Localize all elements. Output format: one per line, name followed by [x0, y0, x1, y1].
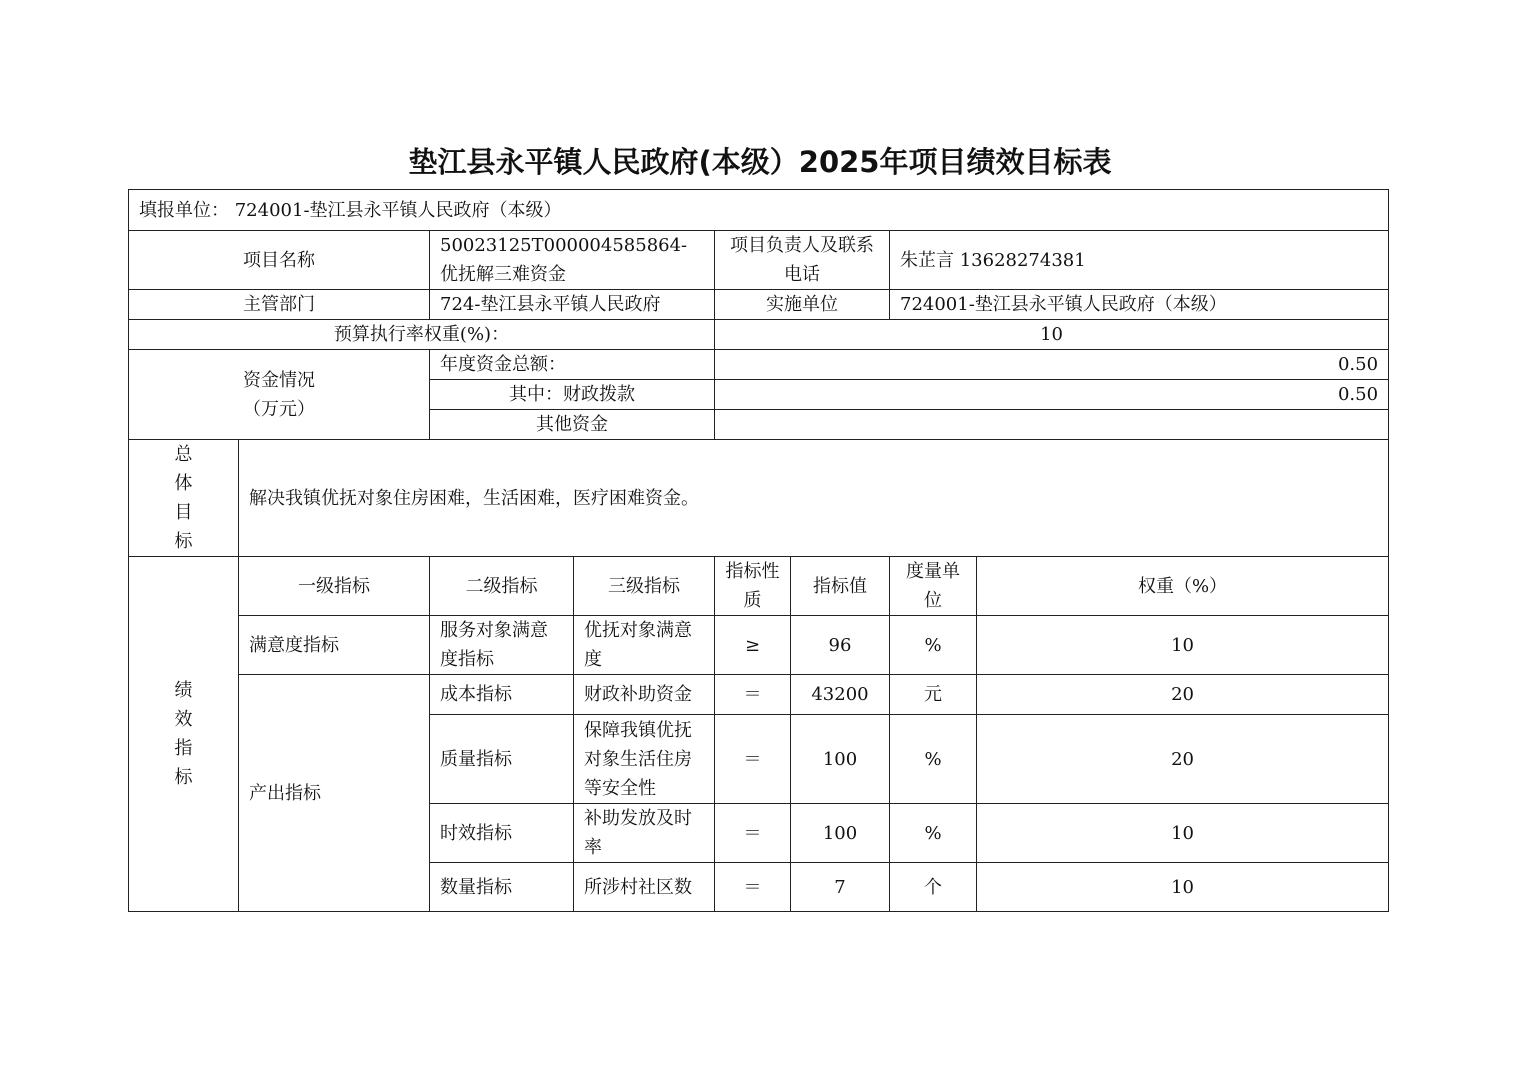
row-unit: 元	[890, 675, 977, 715]
row-nature: ＝	[715, 715, 791, 804]
row-nature: ＝	[715, 804, 791, 863]
reporting-unit-cell	[129, 190, 1389, 231]
row-value: 100	[791, 804, 890, 863]
overall-goal-row	[129, 440, 1389, 557]
funds-label	[129, 350, 430, 440]
reporting-unit-value: 724001-垫江县永平镇人民政府（本级）	[234, 199, 562, 221]
reporting-unit-row	[129, 190, 1389, 231]
header-level1: 一级指标	[239, 557, 430, 616]
row-level3: 补助发放及时率	[574, 804, 715, 863]
indicators-label-char: 标	[174, 767, 193, 788]
header-nature: 指标性质	[715, 557, 791, 616]
output-level1: 产出指标	[239, 675, 430, 912]
row-nature: ＝	[715, 863, 791, 912]
row-level2: 数量指标	[430, 863, 574, 912]
funds-label-line1: 资金情况	[243, 369, 315, 391]
funds-fiscal-value: 0.50	[715, 380, 1389, 410]
department-value: 724-垫江县永平镇人民政府	[430, 290, 715, 320]
funds-total-value: 0.50	[715, 350, 1389, 380]
reporting-unit-label: 填报单位：	[139, 199, 229, 221]
row-weight: 10	[977, 863, 1389, 912]
row-level3: 所涉村社区数	[574, 863, 715, 912]
project-name-row	[129, 231, 1389, 290]
budget-weight-label: 预算执行率权重(%)：	[129, 320, 715, 350]
header-level2: 二级指标	[430, 557, 574, 616]
indicators-label-char: 效	[174, 709, 193, 730]
table-row	[129, 616, 1389, 675]
funds-other-value	[715, 410, 1389, 440]
row-level2: 时效指标	[430, 804, 574, 863]
indicator-header-row	[129, 557, 1389, 616]
implementing-unit-value: 724001-垫江县永平镇人民政府（本级）	[890, 290, 1389, 320]
funds-label-line2: （万元）	[243, 398, 315, 420]
satisfaction-level1: 满意度指标	[239, 616, 430, 675]
table-row	[129, 675, 1389, 715]
row-weight: 20	[977, 715, 1389, 804]
row-unit: %	[890, 715, 977, 804]
row-unit: 个	[890, 863, 977, 912]
row-nature: ＝	[715, 675, 791, 715]
page-title: 垫江县永平镇人民政府(本级）2025年项目绩效目标表	[408, 145, 1112, 179]
indicators-label-char: 绩	[174, 680, 193, 701]
overall-goal-text: 解决我镇优抚对象住房困难，生活困难，医疗困难资金。	[239, 440, 1389, 557]
satisfaction-level2: 服务对象满意度指标	[430, 616, 574, 675]
indicators-label	[129, 557, 239, 912]
indicators-label-char: 指	[174, 738, 193, 759]
row-level3: 财政补助资金	[574, 675, 715, 715]
satisfaction-unit: %	[890, 616, 977, 675]
header-weight: 权重（%）	[977, 557, 1389, 616]
performance-table	[128, 189, 1389, 912]
department-label: 主管部门	[129, 290, 430, 320]
overall-goal-char: 总	[174, 444, 193, 465]
row-value: 100	[791, 715, 890, 804]
overall-goal-char: 体	[174, 473, 193, 494]
header-value: 指标值	[791, 557, 890, 616]
funds-total-row	[129, 350, 1389, 380]
header-unit: 度量单位	[890, 557, 977, 616]
satisfaction-level3: 优抚对象满意度	[574, 616, 715, 675]
header-level3: 三级指标	[574, 557, 715, 616]
row-level3: 保障我镇优抚对象生活住房等安全性	[574, 715, 715, 804]
satisfaction-nature: ≥	[715, 616, 791, 675]
satisfaction-value: 96	[791, 616, 890, 675]
row-weight: 20	[977, 675, 1389, 715]
overall-goal-label	[129, 440, 239, 557]
overall-goal-char: 标	[174, 531, 193, 552]
row-level2: 成本指标	[430, 675, 574, 715]
implementing-unit-label: 实施单位	[715, 290, 890, 320]
funds-total-label: 年度资金总额：	[430, 350, 715, 380]
project-leader-value: 朱芷言 13628274381	[890, 231, 1389, 290]
row-weight: 10	[977, 804, 1389, 863]
budget-weight-row	[129, 320, 1389, 350]
row-unit: %	[890, 804, 977, 863]
funds-other-label: 其他资金	[430, 410, 715, 440]
project-name-value: 50023125T000004585864-优抚解三难资金	[430, 231, 715, 290]
overall-goal-char: 目	[174, 502, 193, 523]
row-value: 43200	[791, 675, 890, 715]
project-leader-label: 项目负责人及联系电话	[715, 231, 890, 290]
budget-weight-value: 10	[715, 320, 1389, 350]
row-level2: 质量指标	[430, 715, 574, 804]
funds-fiscal-label: 其中：财政拨款	[430, 380, 715, 410]
row-value: 7	[791, 863, 890, 912]
department-row	[129, 290, 1389, 320]
project-name-label: 项目名称	[129, 231, 430, 290]
satisfaction-weight: 10	[977, 616, 1389, 675]
